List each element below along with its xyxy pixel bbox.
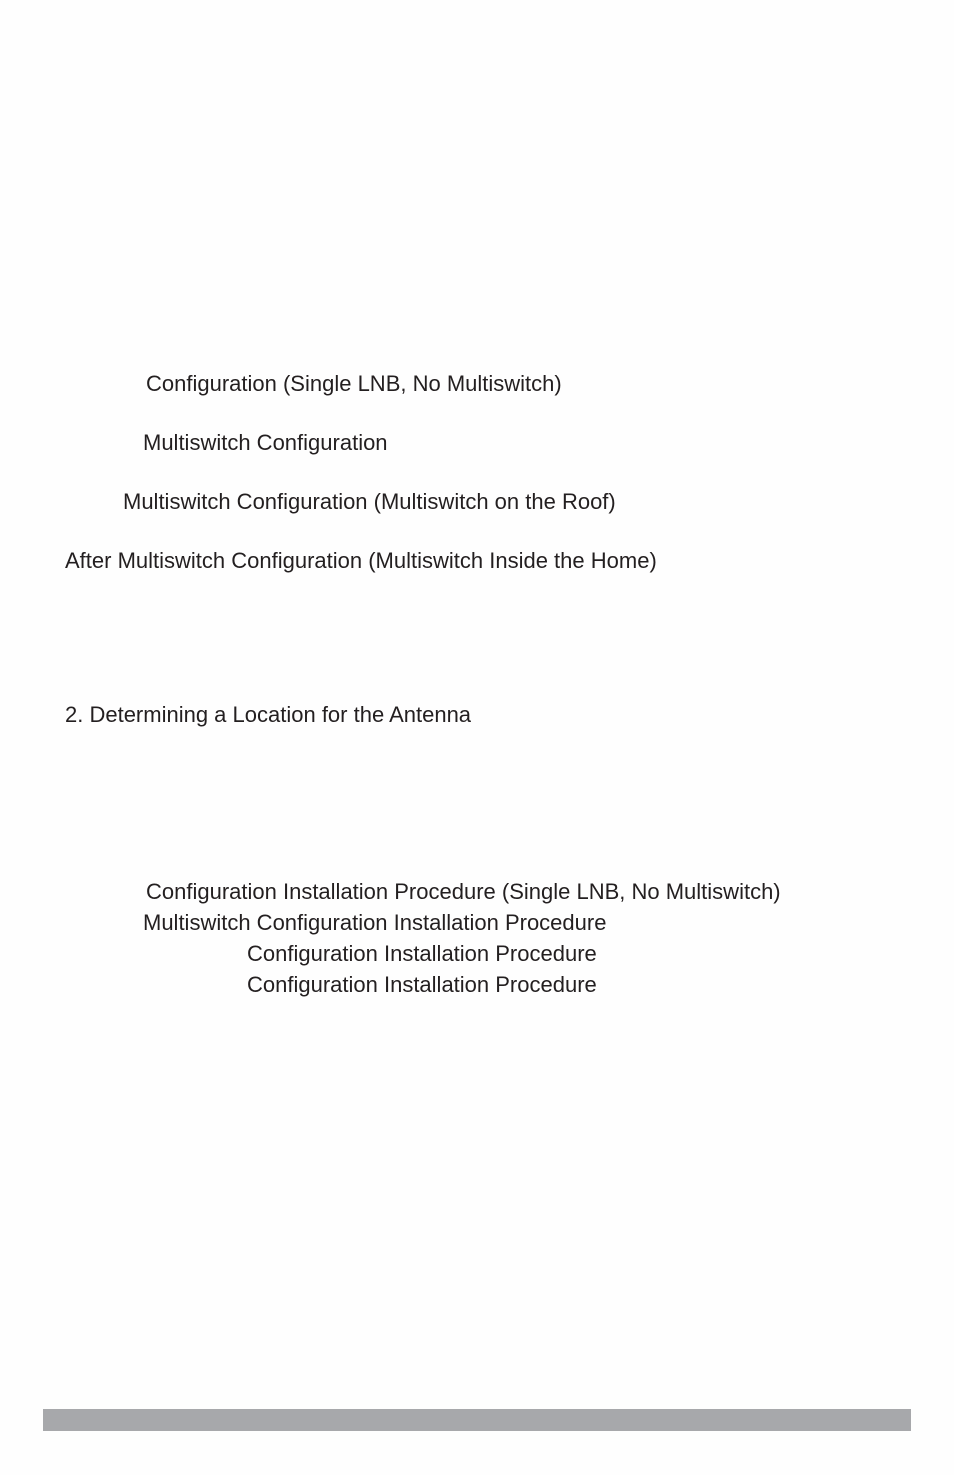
config-item-single-lnb: Configuration (Single LNB, No Multiswitch) [146, 371, 562, 396]
config-item-multiswitch: Multiswitch Configuration [143, 430, 388, 455]
config-item-multiswitch-inside-home: After Multiswitch Configuration (Multiswitch Inside the Home) [65, 548, 657, 573]
config-item-multiswitch-roof: Multiswitch Configuration (Multiswitch on the Roof) [123, 489, 616, 514]
procedure-item-multiswitch: Multiswitch Configuration Installation Procedure [143, 910, 607, 935]
footer-bar [43, 1409, 911, 1431]
section-heading: 2. Determining a Location for the Antenna [65, 702, 472, 727]
procedure-item-3: Configuration Installation Procedure [247, 941, 597, 966]
procedure-item-4: Configuration Installation Procedure [247, 972, 597, 997]
procedure-item-single-lnb: Configuration Installation Procedure (Single LNB, No Multiswitch) [146, 879, 781, 904]
